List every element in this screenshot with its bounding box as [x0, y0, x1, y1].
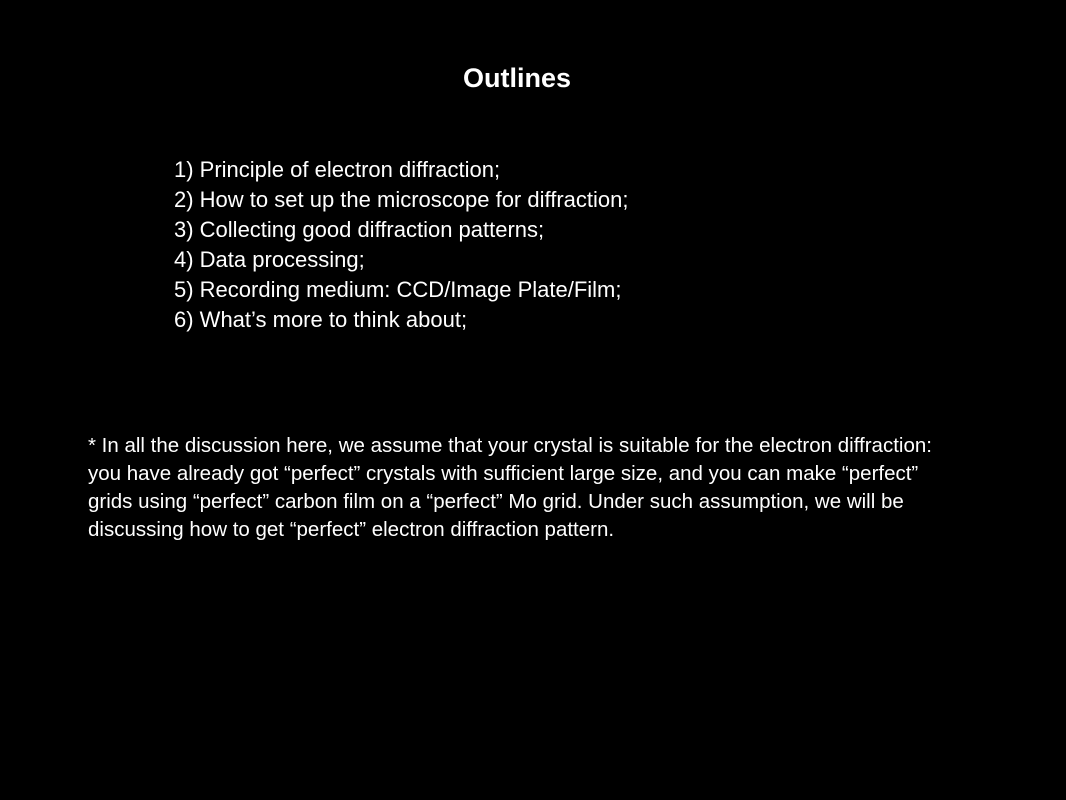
outline-item-3: 3) Collecting good diffraction patterns; [174, 217, 545, 242]
outline-list [174, 155, 628, 335]
assumption-note: * In all the discussion here, we assume that your crystal is suitable for the electron diffraction: you have already got “perfect” crystals with sufficient large size, and you can make “perfect” grids using “perfect” carbon film on a “perfect” Mo grid. Under such assumption, we will be discussing how to get “perfect” electron diffraction pattern. [88, 434, 932, 541]
slide-title: Outlines [462, 63, 571, 93]
outline-item-2: 2) How to set up the microscope for diffraction; [174, 187, 629, 212]
outline-item-5: 5) Recording medium: CCD/Image Plate/Film; [174, 277, 622, 302]
outline-item-6: 6) What’s more to think about; [174, 307, 468, 332]
outline-item-1: 1) Principle of electron diffraction; [174, 157, 501, 182]
outline-item-4: 4) Data processing; [174, 247, 365, 272]
